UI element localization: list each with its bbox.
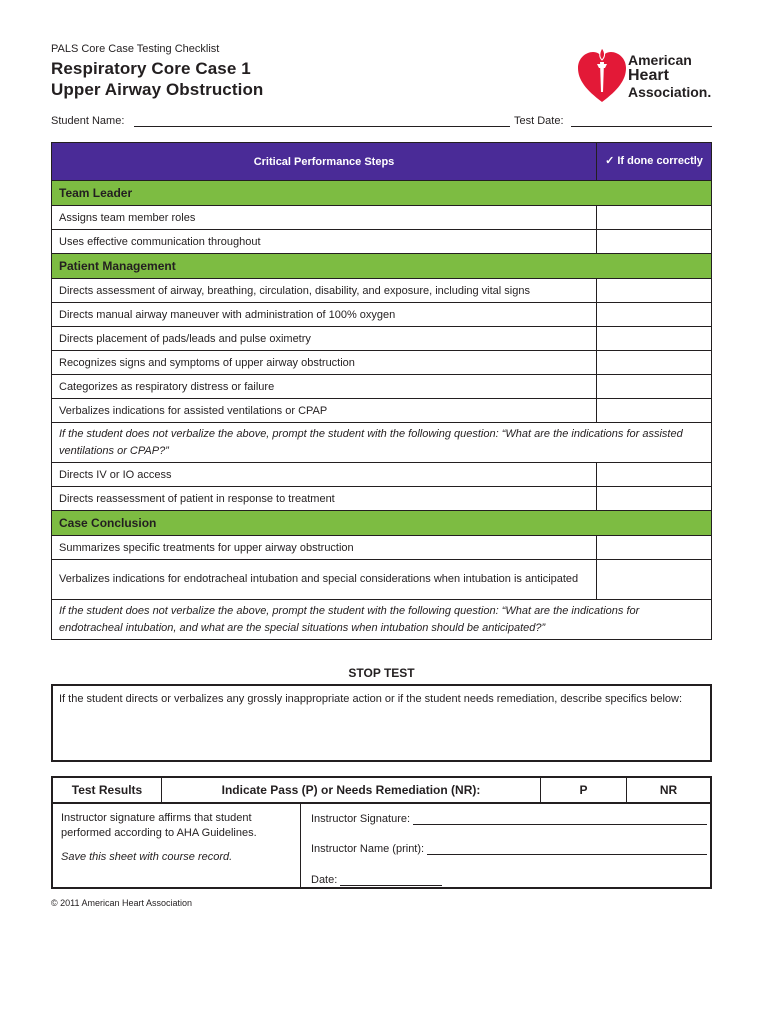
step-row: Summarizes specific treatments for upper airway obstruction [52, 536, 597, 560]
instructor-fields [302, 804, 710, 889]
copyright: © 2011 American Heart Association [51, 898, 193, 908]
step-row: Recognizes signs and symptoms of upper airway obstruction [52, 351, 597, 375]
check-cell[interactable] [597, 206, 712, 230]
instructor-signature-label: Instructor Signature: [311, 813, 411, 825]
page-subtitle: Upper Airway Obstruction [51, 80, 264, 99]
step-row: Categorizes as respiratory distress or failure [52, 375, 597, 399]
instructor-signature-field[interactable] [413, 813, 707, 825]
step-row: Directs assessment of airway, breathing, circulation, disability, and exposure, including vital signs [52, 279, 597, 303]
logo-text-1: American [628, 52, 692, 68]
check-cell[interactable] [597, 351, 712, 375]
section-case-conclusion: Case Conclusion [52, 511, 712, 536]
affirm-text: Instructor signature affirms that student performed according to AHA Guidelines. [61, 812, 257, 839]
instructor-name-label: Instructor Name (print): [311, 843, 425, 855]
step-row: Assigns team member roles [52, 206, 597, 230]
logo-text-2: Heart [628, 67, 669, 84]
instructor-affirmation [53, 804, 301, 889]
test-date-label: Test Date: [514, 115, 564, 127]
check-cell[interactable] [597, 399, 712, 423]
student-name-field[interactable] [134, 114, 510, 127]
step-row: Directs placement of pads/leads and pulse oximetry [52, 327, 597, 351]
check-cell[interactable] [597, 230, 712, 254]
indicate-label: Indicate Pass (P) or Needs Remediation (NR): [162, 778, 541, 802]
remediation-box[interactable] [51, 684, 712, 762]
date-label: Date: [311, 874, 338, 886]
check-cell[interactable] [597, 375, 712, 399]
check-cell[interactable] [597, 536, 712, 560]
prompt-note: If the student does not verbalize the above, prompt the student with the following question: “What are the indications for endotracheal intubation, and what are the special situations when intubation should be anticipated?” [52, 600, 712, 640]
aha-wordmark [628, 52, 711, 100]
remediation-instructions: If the student directs or verbalizes any grossly inappropriate action or if the student needs remediation, describe specifics below: [59, 693, 683, 705]
header-steps: Critical Performance Steps [52, 143, 597, 181]
results-header-row [53, 778, 710, 804]
section-team-leader: Team Leader [52, 181, 712, 206]
date-field[interactable] [340, 874, 442, 886]
check-cell[interactable] [597, 463, 712, 487]
checklist-eyebrow: PALS Core Case Testing Checklist [51, 43, 220, 55]
step-row: Uses effective communication throughout [52, 230, 597, 254]
test-results-box [51, 776, 712, 889]
instructor-name-field[interactable] [427, 843, 707, 855]
test-date-field[interactable] [571, 114, 712, 127]
step-row: Directs reassessment of patient in response to treatment [52, 487, 597, 511]
prompt-note: If the student does not verbalize the above, prompt the student with the following question: “What are the indications for assisted ventilations or CPAP?” [52, 423, 712, 463]
heart-torch-icon [576, 46, 628, 104]
checklist-table [51, 142, 712, 640]
check-cell[interactable] [597, 487, 712, 511]
check-cell[interactable] [597, 279, 712, 303]
pass-cell[interactable]: P [541, 778, 627, 802]
logo-text-3: Association. [628, 84, 712, 100]
student-name-label: Student Name: [51, 115, 125, 127]
step-row: Directs manual airway maneuver with administration of 100% oxygen [52, 303, 597, 327]
step-row: Verbalizes indications for endotracheal intubation and special considerations when intubation is anticipated [52, 560, 597, 600]
test-results-label: Test Results [53, 778, 162, 802]
page-title: Respiratory Core Case 1 [51, 59, 251, 78]
check-cell[interactable] [597, 327, 712, 351]
step-row: Verbalizes indications for assisted ventilations or CPAP [52, 399, 597, 423]
check-cell[interactable] [597, 560, 712, 600]
stop-test-title: STOP TEST [348, 666, 415, 680]
step-row: Directs IV or IO access [52, 463, 597, 487]
save-note: Save this sheet with course record. [61, 851, 233, 863]
header-check: ✓ If done correctly [597, 143, 712, 181]
check-cell[interactable] [597, 303, 712, 327]
section-patient-management: Patient Management [52, 254, 712, 279]
needs-remediation-cell[interactable]: NR [659, 783, 678, 797]
